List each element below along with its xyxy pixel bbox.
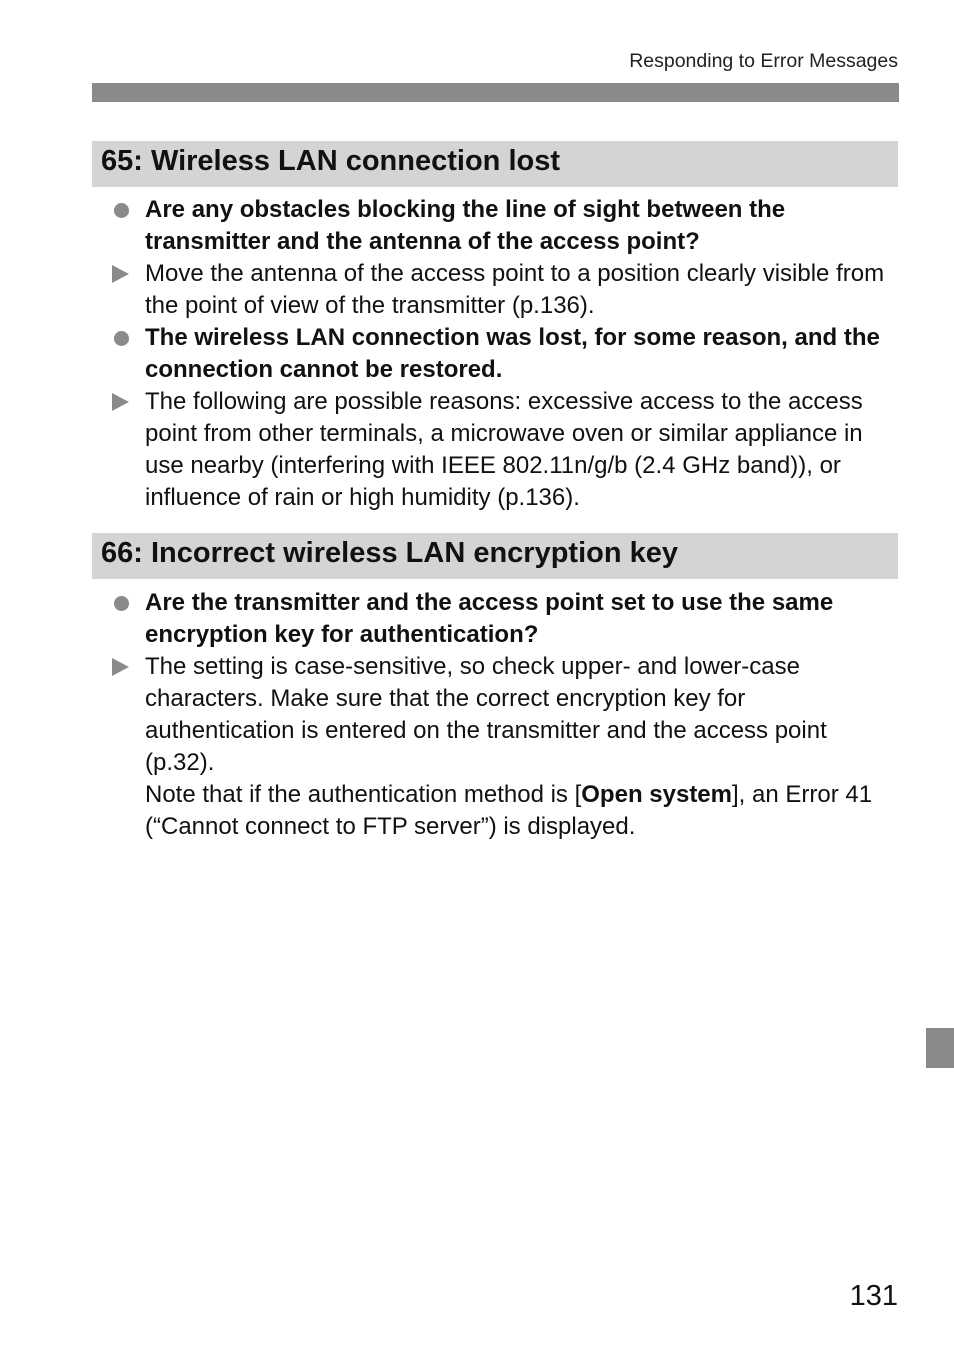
question-item [0, 587, 954, 651]
running-title: Responding to Error Messages [629, 50, 898, 72]
answer-item [0, 651, 954, 779]
chapter-thumb-tab [926, 1028, 954, 1068]
answer-text: The setting is case-sensitive, so check upper- and lower-case characters. Make sure that the correct encryption key for authentication is entered on the transmitter and the access point (p.32). [145, 653, 827, 776]
header-rule [92, 83, 899, 102]
answer-item [0, 386, 954, 514]
section-66-body [0, 587, 954, 843]
section-66-heading: 66: Incorrect wireless LAN encryption key [92, 533, 898, 579]
question-text: Are any obstacles blocking the line of sight between the transmitter and the antenna of the access point? [145, 196, 786, 255]
circle-bullet-icon [114, 203, 129, 218]
section-65-body [0, 194, 954, 514]
section-65-heading: 65: Wireless LAN connection lost [92, 141, 898, 187]
answer-text: The following are possible reasons: excessive access to the access point from other terminals, a microwave oven or similar appliance in use nearby (interfering with IEEE 802.11n/g/b (2.4 GHz band)), or influence of rain or high humidity (p.136). [145, 388, 863, 511]
answer-item [0, 258, 954, 322]
circle-bullet-icon [114, 331, 129, 346]
note-paragraph [0, 779, 954, 843]
note-text-bold: Open system [581, 781, 732, 808]
question-item [0, 322, 954, 386]
page-number: 131 [849, 1280, 898, 1312]
arrow-bullet-icon [112, 393, 129, 411]
note-text-post: ], an Error 41 (“Cannot connect to FTP server”) is displayed. [145, 781, 873, 840]
question-item [0, 194, 954, 258]
arrow-bullet-icon [112, 658, 129, 676]
note-text-pre: Note that if the authentication method is [ [145, 781, 582, 808]
answer-text: Move the antenna of the access point to a position clearly visible from the point of view of the transmitter (p.136). [145, 260, 885, 319]
question-text: Are the transmitter and the access point set to use the same encryption key for authentication? [145, 589, 834, 648]
question-text: The wireless LAN connection was lost, for some reason, and the connection cannot be restored. [145, 324, 880, 383]
circle-bullet-icon [114, 596, 129, 611]
arrow-bullet-icon [112, 265, 129, 283]
